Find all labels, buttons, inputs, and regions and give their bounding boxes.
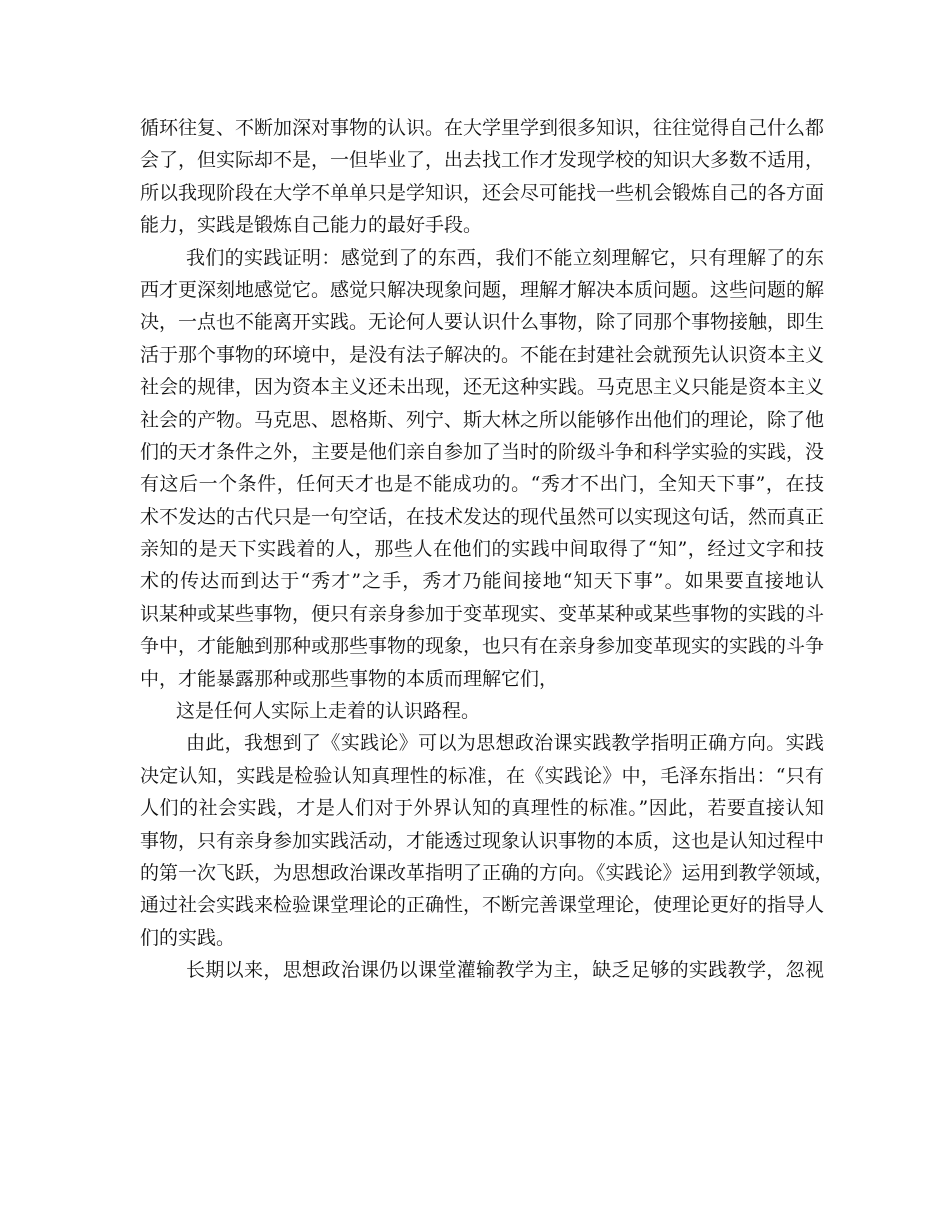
text-line: 社会的产物。马克思、恩格斯、列宁、斯大林之所以能够作出他们的理论，除了他: [140, 408, 825, 431]
text-line: 有这后一个条件，任何天才也是不能成功的。“秀才不出门，全知天下事”，在技: [140, 473, 824, 496]
text-line: 所以我现阶段在大学不单单只是学知识，还会尽可能找一些机会锻炼自己的各方面: [140, 181, 825, 204]
paragraph-p5: [140, 954, 824, 986]
text-line: 们的实践。: [140, 926, 236, 949]
text-line: 术的传达而到达于“秀才”之手，秀才乃能间接地“知天下事”。如果要直接地认: [140, 570, 824, 593]
text-line: 决，一点也不能离开实践。无论何人要认识什么事物，除了同那个事物接触，即生: [140, 311, 825, 334]
text-line: 的第一次飞跃，为思想政治课改革指明了正确的方向。《实践论》运用到教学领域，: [140, 861, 834, 884]
text-line: 循环往复、不断加深对事物的认识。在大学里学到很多知识，往往觉得自己什么都: [140, 117, 825, 139]
text-line: 术不发达的古代只是一句空话，在技术发达的现代虽然可以实现这句话，然而真正: [140, 505, 825, 528]
text-line: 长期以来，思想政治课仍以课堂灌输教学为主，缺乏足够的实践教学，忽视: [186, 959, 824, 982]
text-line: 我们的实践证明：感觉到了的东西，我们不能立刻理解它，只有理解了的东: [186, 246, 824, 269]
text-line: 活于那个事物的环境中，是没有法子解决的。不能在封建社会就预先认识资本主义: [140, 343, 825, 366]
text-line: 亲知的是天下实践着的人，那些人在他们的实践中间取得了“知”，经过文字和技: [140, 538, 824, 561]
text-line: 们的天才条件之外，主要是他们亲自参加了当时的阶级斗争和科学实验的实践，没: [140, 440, 825, 463]
text-line: 人们的社会实践，才是人们对于外界认知的真理性的标准。”因此，若要直接认知: [140, 797, 824, 820]
text-line: 社会的规律，因为资本主义还未出现，还无这种实践。马克思主义只能是资本主义: [140, 376, 825, 399]
text-line: 会了，但实际却不是，一但毕业了，出去找工作才发现学校的知识大多数不适用，: [140, 149, 825, 172]
text-line: 决定认知，实践是检验认知真理性的标准，在《实践论》中，毛泽东指出：“只有: [140, 764, 824, 787]
body-text: [140, 112, 834, 987]
text-line: 争中，才能触到那种或那些事物的现象，也只有在亲身参加变革现实的实践的斗争: [140, 635, 825, 658]
text-line: 通过社会实践来检验课堂理论的正确性，不断完善课堂理论，使理论更好的指导人: [140, 894, 825, 917]
text-line: 由此，我想到了《实践论》可以为思想政治课实践教学指明正确方向。实践: [186, 732, 824, 755]
paragraph-p4: [140, 727, 834, 954]
text-line: 事物，只有亲身参加实践活动，才能透过现象认识事物的本质，这也是认知过程中: [140, 829, 825, 852]
text-line: 能力，实践是锻炼自己能力的最好手段。: [140, 214, 483, 237]
paragraph-p2: [140, 242, 824, 695]
paragraph-p3: [140, 695, 824, 727]
text-line: 识某种或某些事物，便只有亲身参加于变革现实、变革某种或某些事物的实践的斗: [140, 602, 825, 625]
paragraph-p1: [140, 112, 824, 242]
text-line: 这是任何人实际上走着的认识路程。: [176, 700, 481, 723]
text-line: 中，才能暴露那种或那些事物的本质而理解它们，: [140, 667, 559, 690]
text-line: 西才更深刻地感觉它。感觉只解决现象问题，理解才解决本质问题。这些问题的解: [140, 278, 825, 301]
